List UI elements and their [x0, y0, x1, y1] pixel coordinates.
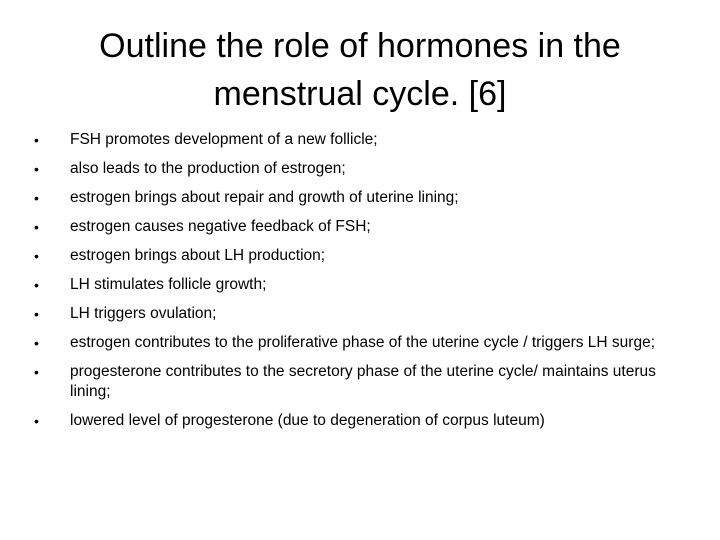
- bullet-dot-icon: •: [34, 219, 39, 235]
- bullet-dot-icon: •: [34, 364, 39, 380]
- bullet-dot-icon: •: [34, 277, 39, 293]
- bullet-dot-icon: •: [34, 132, 39, 148]
- bullet-dot-icon: •: [34, 413, 39, 429]
- bullet-text: lowered level of progesterone (due to degeneration of corpus luteum): [70, 412, 545, 429]
- bullet-text: estrogen contributes to the proliferative phase of the uterine cycle / triggers LH surge;: [70, 334, 656, 351]
- bullet-item: [0, 304, 720, 324]
- bullet-dot-icon: •: [34, 190, 39, 206]
- bullet-item: [0, 188, 720, 208]
- bullet-text: LH stimulates follicle growth;: [70, 276, 267, 293]
- bullet-dot-icon: •: [34, 335, 39, 351]
- bullet-item: [0, 362, 720, 402]
- bullet-item: [0, 159, 720, 179]
- bullet-text: also leads to the production of estrogen;: [70, 160, 346, 177]
- bullet-item: [0, 333, 720, 353]
- bullet-item: [0, 130, 720, 150]
- bullet-text: estrogen causes negative feedback of FSH;: [70, 218, 371, 235]
- bullet-item: [0, 275, 720, 295]
- bullet-text: LH triggers ovulation;: [70, 305, 217, 322]
- bullet-list: [0, 130, 720, 440]
- bullet-dot-icon: •: [34, 248, 39, 264]
- bullet-item: [0, 217, 720, 237]
- bullet-item: [0, 411, 720, 431]
- bullet-dot-icon: •: [34, 161, 39, 177]
- bullet-text: estrogen brings about repair and growth of uterine lining;: [70, 189, 459, 206]
- slide-title: Outline the role of hormones in the menstrual cycle. [6]: [99, 27, 621, 113]
- bullet-item: [0, 246, 720, 266]
- bullet-text: progesterone contributes to the secretory phase of the uterine cycle/ maintains uterus lining;: [70, 363, 656, 400]
- bullet-dot-icon: •: [34, 306, 39, 322]
- bullet-text: FSH promotes development of a new follicle;: [70, 131, 378, 148]
- bullet-text: estrogen brings about LH production;: [70, 247, 326, 264]
